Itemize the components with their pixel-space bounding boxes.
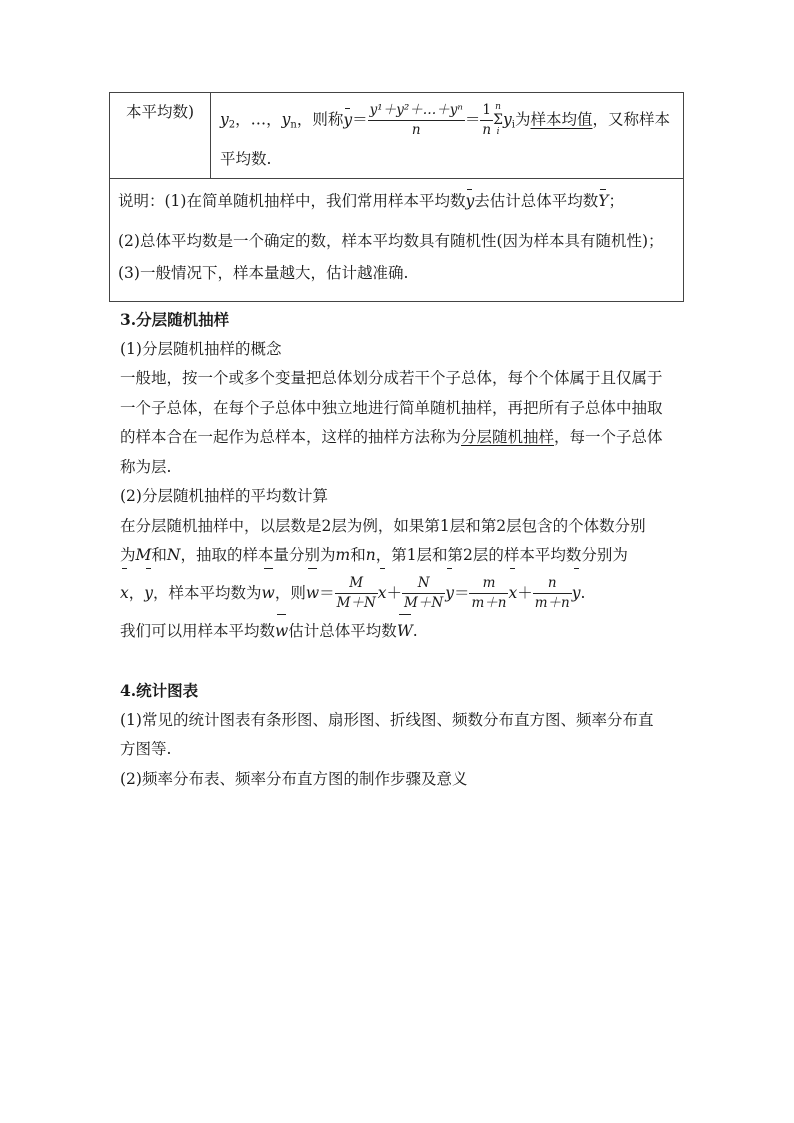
stratified-sampling-term: 分层随机抽样 — [461, 428, 555, 446]
section-3-p2-line2: 为M和N，抽取的样本量分别为m和n，第1层和第2层的样本平均数分别为 — [120, 546, 628, 564]
section-4-line3: (2)频率分布表、频率分布直方图的制作步骤及意义 — [120, 769, 468, 788]
section-3 — [120, 305, 680, 646]
section-4-heading: 4.统计图表 — [120, 681, 199, 700]
section-3-p3: 我们可以用样本平均数w估计总体平均数W. — [120, 617, 680, 647]
section-3-heading: 3.分层随机抽样 — [120, 310, 230, 329]
section-4 — [120, 676, 680, 794]
note-line-3: (3)一般情况下，样本量越大，估计越准确. — [118, 264, 409, 282]
table-row-notes — [110, 179, 691, 301]
y-bar-symbol: y — [343, 110, 353, 129]
section-3-sub2: (2)分层随机抽样的平均数计算 — [120, 487, 328, 505]
note-line-1: 说明：(1)在简单随机抽样中，我们常用样本平均数y去估计总体平均数Y； — [118, 192, 624, 210]
section-3-p1-line3: 的样本合在一起作为总样本，这样的抽样方法称为分层随机抽样，每一个子总体 — [120, 428, 663, 446]
weighted-mean-formula: x，y，样本平均数为w，则w＝ $\frac{M}{M+N}$ x＋ $\frac{N}{M+N}$ y＝ $\frac{m}{m+n}$ x＋ $\frac{n}{m+n}$ y. — [120, 571, 680, 615]
mean-fraction: $\frac{\text{y¹＋y²＋…＋yⁿ}}{n}$ — [369, 102, 463, 139]
table-cell-term — [110, 93, 211, 178]
definition-table — [109, 92, 684, 302]
section-3-p2-line1: 在分层随机抽样中，以层数是2层为例，如果第1层和第2层包含的个体数分别 — [120, 516, 646, 535]
definition-line-2: 平均数. — [220, 150, 272, 168]
table-cell-definition — [220, 93, 677, 178]
sample-mean-term: 样本均值 — [530, 110, 593, 129]
section-3-p1-line2: 一个子总体，在每个子总体中独立地进行简单随机抽样，再把所有子总体中抽取 — [120, 398, 663, 417]
one-over-n-fraction: $\frac{1}{n}$ — [482, 102, 492, 139]
note-line-2: (2)总体平均数是一个确定的数，样本平均数具有随机性(因为样本具有随机性)； — [118, 232, 664, 250]
term-label: 本平均数) — [125, 103, 195, 121]
section-4-line1: (1)常见的统计图表有条形图、扇形图、折线图、频数分布直方图、频率分布直 — [120, 710, 654, 729]
sum-symbol: n Σ i — [493, 102, 503, 138]
definition-line-1: $y_2$，…，$y_n$，则称y＝ $\frac{\text{y¹＋y²＋…＋yⁿ}}{n}$ ＝ $\frac{1}{n}$ n Σ i $y_i$为样本均值，又称样本 — [220, 102, 670, 139]
section-3-sub1: (1)分层随机抽样的概念 — [120, 339, 282, 358]
table-row-sample-mean — [110, 93, 683, 179]
section-4-line2: 方图等. — [120, 740, 172, 758]
section-3-p1-line1: 一般地，按一个或多个变量把总体划分成若干个子总体，每个个体属于且仅属于 — [120, 369, 663, 387]
section-3-p1-line4: 称为层. — [120, 457, 172, 476]
